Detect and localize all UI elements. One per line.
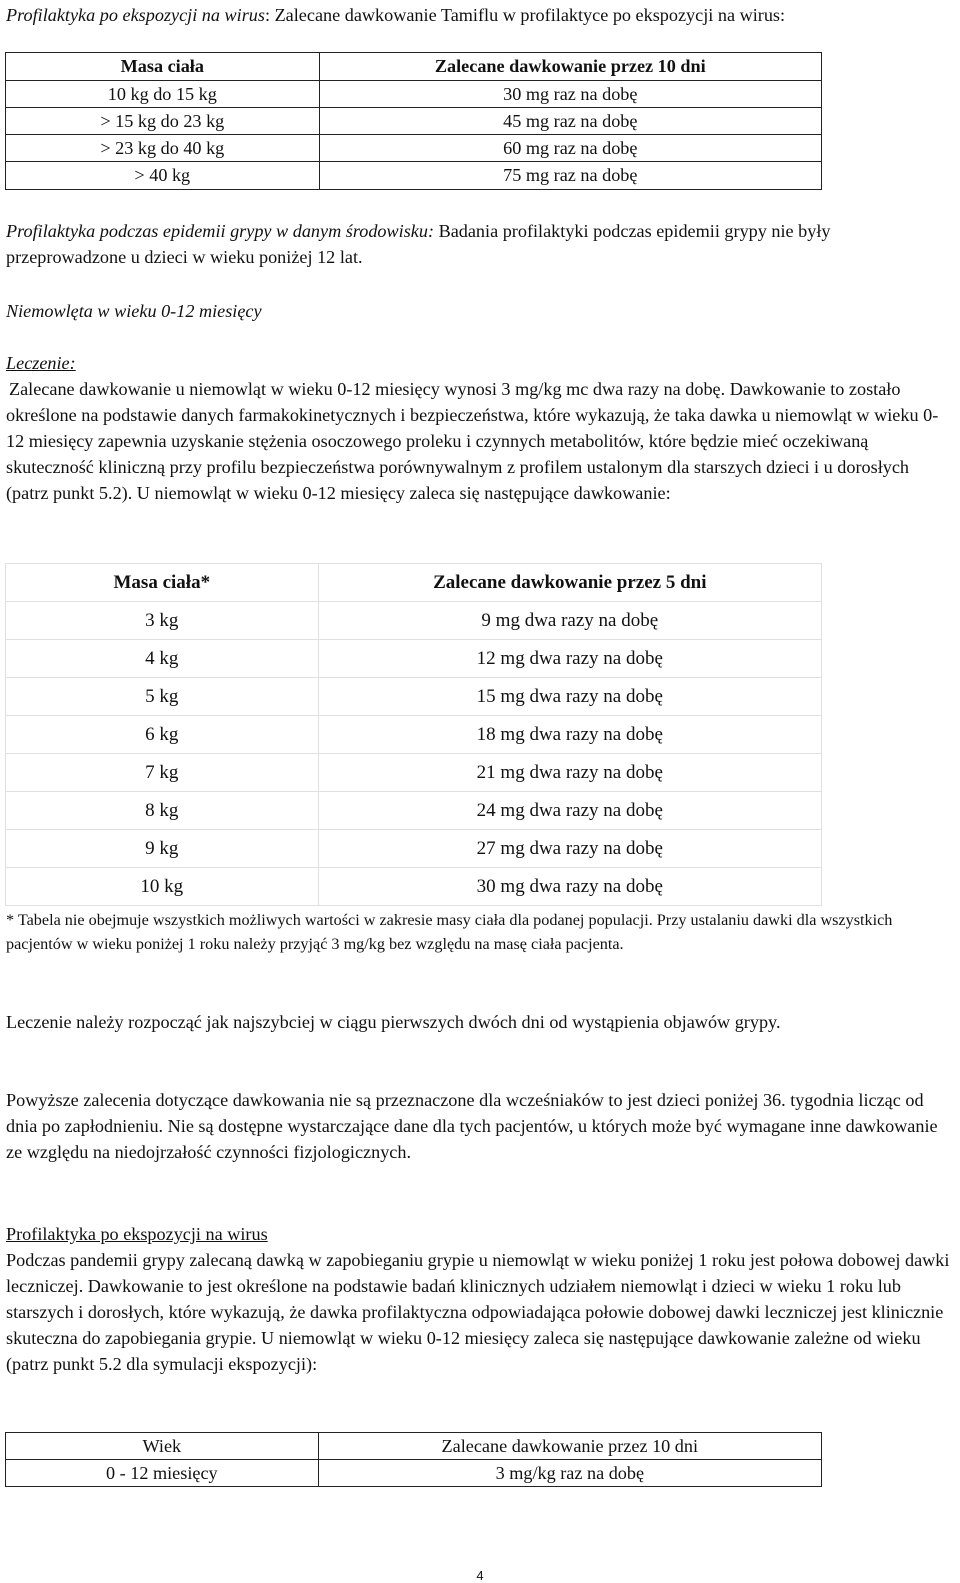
table-cell: > 40 kg [6,162,320,190]
table-header-row [6,564,822,602]
table-row [6,792,822,830]
intro-heading: Profilaktyka po ekspozycji na wirus [6,5,265,25]
table-row [6,135,822,162]
infants-heading: Niemowlęta w wieku 0-12 miesięcy [6,301,262,321]
table-cell: 12 mg dwa razy na dobę [318,640,821,678]
infant-treatment-dose-table [5,563,822,906]
table-cell: 10 kg [6,868,319,906]
table-row [6,678,822,716]
table-footnote: * Tabela nie obejmuje wszystkich możliwych wartości w zakresie masy ciała dla podanej populacji. Przy ustalaniu dawki dla wszystkich pacjentów w wieku poniżej 1 roku należy przyjąć 3 mg/kg bez względu na masę ciała pacjenta. [6,911,893,953]
table-header-cell: Wiek [6,1433,319,1460]
table-row [6,868,822,906]
epidemic-text: Badania profilaktyki podczas epidemii grypy nie były przeprowadzone u dzieci w wieku poniżej 12 lat. [6,221,831,267]
table-header-cell: Zalecane dawkowanie przez 10 dni [319,53,821,81]
table-cell: 6 kg [6,716,319,754]
table-header-row [6,53,822,81]
prophylaxis-paragraph: Podczas pandemii grypy zalecaną dawką w zapobieganiu grypie u niemowląt w wieku poniżej 1 roku jest połowa dobowej dawki leczniczej. Dawkowanie to jest określone na podstawie badań klinicznych udziałem niemowląt i dzieci w wieku 1 roku lub starszych i dorosłych, które wykazują, że dawka profilaktyczna odpowiadająca połowie dobowej dawki leczniczej jest klinicznie skuteczna do zapobiegania grypie. U niemowląt w wieku 0-12 miesięcy zaleca się następujące dawkowanie zależne od wieku (patrz punkt 5.2 dla symulacji ekspozycji): [6,1250,950,1374]
treatment-heading: Leczenie: [6,353,76,373]
table-cell: 45 mg raz na dobę [319,108,821,135]
table-cell: 3 mg/kg raz na dobę [318,1460,821,1487]
table-row [6,162,822,190]
table-cell: 30 mg dwa razy na dobę [318,868,821,906]
table-cell: 8 kg [6,792,319,830]
intro-paragraph [6,2,954,28]
table-row [6,1460,822,1487]
table-row [6,716,822,754]
epidemic-heading: Profilaktyka podczas epidemii grypy w danym środowisku: [6,221,435,241]
table-row [6,81,822,108]
treatment-paragraph: Zalecane dawkowanie u niemowląt w wieku 0-12 miesięcy wynosi 3 mg/kg mc dwa razy na dobę. Dawkowanie to zostało określone na podstawie danych farmakokinetycznych i bezpieczeństwa, które wykazują, że taka dawka u niemowląt w wieku 0-12 miesięcy zapewnia uzyskanie stężenia osoczowego proleku i czynnych metabolitów, które będzie mieć oczekiwaną skuteczność kliniczną przy profilu bezpieczeństwa porównywalnym z profilem ustalonym dla starszych dzieci i u dorosłych (patrz punkt 5.2). U niemowląt w wieku 0-12 miesięcy zaleca się następujące dawkowanie: [6,379,939,503]
table-header-cell: Masa ciała [6,53,320,81]
preterm-paragraph: Powyższe zalecenia dotyczące dawkowania nie są przeznaczone dla wcześniaków to jest dzieci poniżej 36. tygodnia licząc od dnia po zapłodnieniu. Nie są dostępne wystarczające dane dla tych pacjentów, u których może być wymagane inne dawkowanie ze względu na niedojrzałość czynności fizjologicznych. [6,1090,938,1162]
table-header-cell: Zalecane dawkowanie przez 10 dni [318,1433,821,1460]
table-cell: 9 kg [6,830,319,868]
prophylaxis-heading: Profilaktyka po ekspozycji na wirus [6,1224,268,1244]
table-cell: 5 kg [6,678,319,716]
table-cell: 27 mg dwa razy na dobę [318,830,821,868]
table-cell: 24 mg dwa razy na dobę [318,792,821,830]
table-cell: 30 mg raz na dobę [319,81,821,108]
table-row [6,830,822,868]
table-header-cell: Masa ciała* [6,564,319,602]
intro-text: : Zalecane dawkowanie Tamiflu w profilaktyce po ekspozycji na wirus: [264,5,786,25]
table-cell: 4 kg [6,640,319,678]
epidemic-paragraph [6,218,954,270]
table-cell: 0 - 12 miesięcy [6,1460,319,1487]
table-cell: 18 mg dwa razy na dobę [318,716,821,754]
table-row [6,754,822,792]
table-cell: 9 mg dwa razy na dobę [318,602,821,640]
table-cell: 15 mg dwa razy na dobę [318,678,821,716]
table-row [6,602,822,640]
table-row [6,640,822,678]
infant-prophylaxis-dose-table [5,1432,822,1487]
table-row [6,108,822,135]
table-header-row [6,1433,822,1460]
table-cell: 60 mg raz na dobę [319,135,821,162]
table-cell: 10 kg do 15 kg [6,81,320,108]
table-cell: > 23 kg do 40 kg [6,135,320,162]
table-header-cell: Zalecane dawkowanie przez 5 dni [318,564,821,602]
table-cell: 21 mg dwa razy na dobę [318,754,821,792]
treatment-start-paragraph: Leczenie należy rozpocząć jak najszybciej w ciągu pierwszych dwóch dni od wystąpienia objawów grypy. [6,1012,781,1032]
prophylaxis-dose-table [5,52,822,190]
table-cell: 7 kg [6,754,319,792]
table-cell: > 15 kg do 23 kg [6,108,320,135]
table-cell: 3 kg [6,602,319,640]
table-cell: 75 mg raz na dobę [319,162,821,190]
page-number: 4 [476,1568,484,1583]
